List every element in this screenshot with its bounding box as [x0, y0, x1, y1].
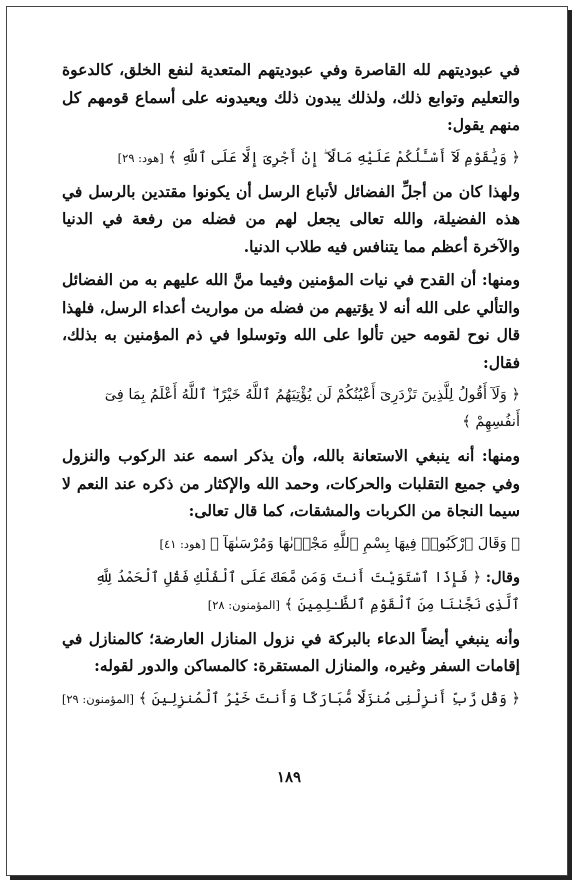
verse-reference: [المؤمنون: ٢٩] — [61, 691, 135, 706]
paragraph-2: ولهذا كان من أجلِّ الفضائل لأتباع الرسل أن يكونوا مقتدين بالرسل في هذه الفضيلة، والله تعالى يجعل لهم من فضله من رفعة في الدنيا والآخرة أعظم مما يتنافس فيه طلاب الدنيا. — [62, 181, 520, 256]
verse-reference: [هود: ٢٩] — [117, 150, 164, 165]
paragraph-3: ومنها: أن القدح في نيات المؤمنين وفيما منَّ الله عليهم به من الفضائل والتألي على الله أنه لا يؤتيهم من فضله من مواريث أعداء الرسل، فلهذا قال نوح لقومه حين تألوا على الله وتوسلوا في ذم المؤمنين به بذلك، فقال: — [62, 270, 520, 372]
paragraph-5: وقال: — [485, 568, 520, 586]
verse-text: وَلَآ أَقُولُ لِلَّذِينَ تَزْدَرِىٓ أَعْيُنُكُمْ لَن يُؤْتِيَهُمُ ٱللَّهُ خَيْرًا ۖ ٱللَّهُ أَعْلَمُ بِمَا فِىٓ أَنفُسِهِمْ — [104, 387, 520, 430]
verse-text: فَإِذَا ٱسْتَوَيْتَ أَنتَ وَمَن مَّعَكَ عَلَى ٱلْفُلْكِ فَقُلِ ٱلْحَمْدُ لِلَّهِ ٱلَّذِى نَجَّىٰنَا مِنَ ٱلْقَوْمِ ٱلظَّـٰلِمِينَ — [95, 569, 520, 613]
verse-reference: [هود: ٤١] — [159, 536, 206, 551]
verse-3: ﴿ وَقَالَ ٱرْكَبُوا۟ فِيهَا بِسْمِ ٱللَّهِ مَجْر۪ىٰهَا وَمُرْسَىٰهَآ ﴾ [هود: ٤١] — [159, 535, 520, 552]
verse-text: وَقَالَ ٱرْكَبُوا۟ فِيهَا بِسْمِ ٱللَّهِ مَجْر۪ىٰهَا وَمُرْسَىٰهَآ — [223, 535, 507, 552]
paragraph-1: في عبوديتهم لله القاصرة وفي عبوديتهم المتعدية لنفع الخلق، كالدعوة والتعليم وتوابع ذلك، ولذلك يبدون ذلك ويعيدونه على أسماع قومهم كل منهم يقول: — [62, 60, 520, 134]
verse-text: وَيَٰقَوْمِ لَآ أَسْـَٔلُكُمْ عَلَيْهِ مَالًا ۖ إِنْ أَجْرِىَ إِلَّا عَلَى ٱللَّهِ — [181, 149, 507, 166]
paragraph-6: وأنه ينبغي أيضاً الدعاء بالبركة في نزول المنازل العارضة؛ كالمنازل في إقامات السفر وغيره، والمنازل المستقرة: كالمساكن والدور لقوله: — [62, 628, 520, 675]
verse-2: ﴿ وَلَآ أَقُولُ لِلَّذِينَ تَزْدَرِىٓ أَعْيُنُكُمْ لَن يُؤْتِيَهُمُ ٱللَّهُ خَيْرًا ۖ ٱللَّهُ أَعْلَمُ بِمَا فِىٓ أَنفُسِهِمْ ﴾ — [104, 387, 520, 430]
verse-4: وقال: ﴿ فَإِذَا ٱسْتَوَيْتَ أَنتَ وَمَن مَّعَكَ عَلَى ٱلْفُلْكِ فَقُلِ ٱلْحَمْدُ لِلَّهِ ٱلَّذِى نَجَّىٰنَا مِنَ ٱلْقَوْمِ ٱلظَّـٰلِمِينَ ﴾ [المؤمنون: ٢٨] — [95, 568, 520, 613]
verse-5: ﴿ وَقُل رَّبِّ أَنزِلْنِى مُنزَلًا مُّبَارَكًا وَأَنتَ خَيْرُ ٱلْمُنزِلِينَ ﴾ [المؤمنون: ٢٩] — [61, 690, 520, 707]
verse-1: ﴿ وَيَٰقَوْمِ لَآ أَسْـَٔلُكُمْ عَلَيْهِ مَالًا ۖ إِنْ أَجْرِىَ إِلَّا عَلَى ٱللَّهِ ﴾ [هود: ٢٩] — [117, 149, 520, 166]
verse-reference: [المؤمنون: ٢٨] — [207, 597, 280, 612]
verse-text: وَقُل رَّبِّ أَنزِلْنِى مُنزَلًا مُّبَارَكًا وَأَنتَ خَيْرُ ٱلْمُنزِلِينَ — [151, 690, 507, 707]
paragraph-4: ومنها: أنه ينبغي الاستعانة بالله، وأن يذكر اسمه عند الركوب والنزول وفي جميع التقلبات والحركات، وحمد الله والإكثار من ذكره عند النعم لا سيما النجاة من الكربات والمشقات، كما قال تعالى: — [62, 446, 520, 520]
page-number: ١٨٩ — [276, 768, 302, 786]
page-text — [62, 56, 520, 719]
